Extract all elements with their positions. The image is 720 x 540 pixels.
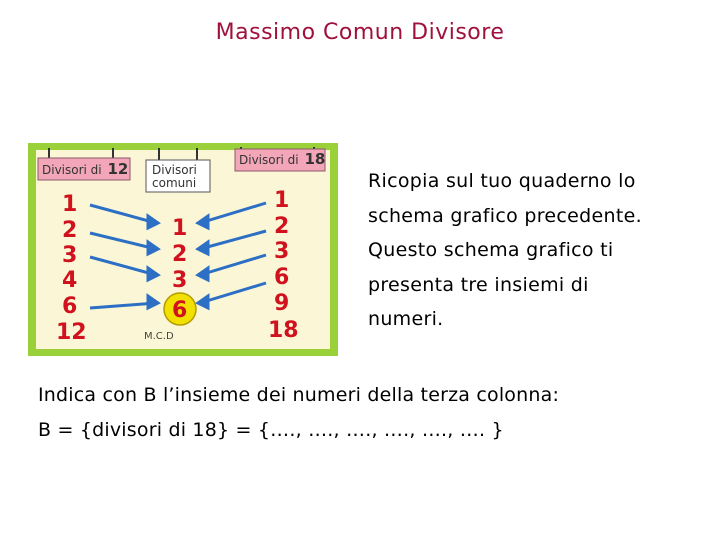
left-number: 1: [62, 192, 78, 217]
left-number: 4: [62, 268, 78, 293]
right-number: 3: [274, 239, 290, 264]
middle-number: 1: [172, 216, 188, 241]
instruction-line: numeri.: [368, 308, 444, 330]
right-number: 1: [274, 188, 290, 213]
label-left-number: 12: [107, 160, 129, 178]
right-number: 9: [274, 291, 290, 316]
label-left-prefix: Divisori di: [42, 163, 102, 177]
middle-number: 6: [172, 298, 188, 323]
left-number: 6: [62, 294, 78, 319]
svg-text:Divisori di 18: [239, 150, 325, 168]
exercise-prompt: Indica con B l’insieme dei numeri della terza colonna:: [38, 384, 560, 406]
middle-number: 3: [172, 268, 188, 293]
instruction-line: Questo schema grafico ti: [368, 239, 614, 261]
diagram-illustration: [28, 143, 338, 356]
instruction-line: schema grafico precedente.: [368, 204, 642, 227]
instruction-paragraph: [368, 164, 708, 337]
left-number: 2: [62, 218, 78, 243]
right-number: 6: [274, 265, 290, 290]
label-middle-line2: comuni: [152, 176, 197, 190]
left-number: 3: [62, 243, 78, 268]
middle-number: 2: [172, 242, 188, 267]
right-number: 18: [268, 318, 299, 343]
right-number: 2: [274, 214, 290, 239]
exercise-block: [38, 378, 708, 448]
svg-text:Divisori di 12: [42, 160, 128, 178]
instruction-line: Ricopia sul tuo quaderno lo: [368, 170, 636, 192]
left-number: 12: [56, 320, 87, 345]
exercise-set-line: B = {divisori di 18} = {…., …., …., …., …., …. }: [38, 419, 504, 441]
mcd-label: M.C.D: [144, 331, 174, 342]
page-title: Massimo Comun Divisore: [215, 20, 505, 45]
instruction-line: presenta tre insiemi di: [368, 273, 589, 296]
label-right-number: 18: [304, 150, 326, 168]
label-right-prefix: Divisori di: [239, 153, 299, 167]
label-middle-line1: Divisori: [152, 163, 197, 177]
